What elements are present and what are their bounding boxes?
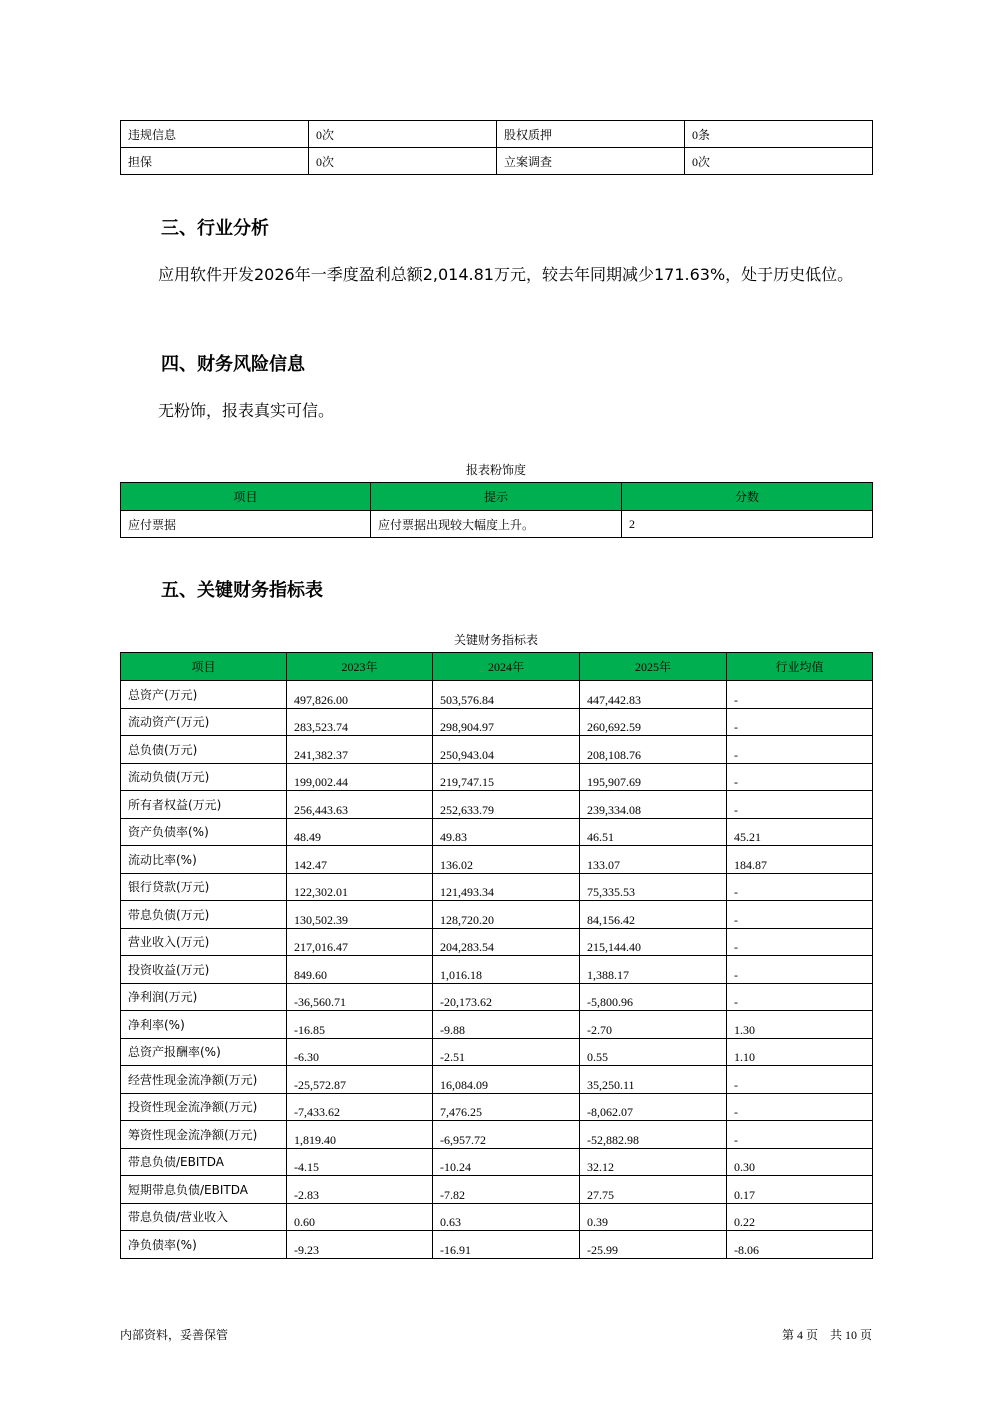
table-cell: 0条 [685, 121, 873, 148]
table-row [121, 1038, 873, 1066]
table-cell: 0次 [309, 148, 497, 175]
table-cell: 1,016.18 [433, 956, 580, 984]
table-cell: - [727, 928, 873, 956]
whitewash-table-caption: 报表粉饰度 [465, 463, 526, 477]
table-cell: - [727, 791, 873, 819]
table-cell: -7.82 [433, 1176, 580, 1204]
table-cell: 1,819.40 [287, 1121, 433, 1149]
table-cell: - [727, 1121, 873, 1149]
table-cell: 股权质押 [497, 121, 685, 148]
table-row [121, 1011, 873, 1039]
table-cell: 35,250.11 [580, 1066, 727, 1094]
risk-paragraph: 无粉饰，报表真实可信。 [158, 401, 335, 420]
kpi-header-industry-avg: 行业均值 [727, 653, 873, 681]
table-cell: 49.83 [433, 818, 580, 846]
table-row [121, 736, 873, 764]
table-cell: -2.70 [580, 1011, 727, 1039]
table-cell: -8.06 [727, 1231, 873, 1259]
table-cell: 16,084.09 [433, 1066, 580, 1094]
table-cell: 199,002.44 [287, 763, 433, 791]
table-cell: 447,442.83 [580, 681, 727, 709]
table-cell: 46.51 [580, 818, 727, 846]
table-cell: -16.85 [287, 1011, 433, 1039]
table-row [121, 901, 873, 929]
table-cell: 投资性现金流净额(万元) [121, 1093, 287, 1121]
table-cell: 0.55 [580, 1038, 727, 1066]
table-cell: 应付票据 [121, 511, 371, 538]
kpi-body [121, 681, 873, 1259]
table-cell: 违规信息 [121, 121, 309, 148]
kpi-table [120, 652, 873, 1259]
header-hint: 提示 [371, 483, 622, 511]
table-cell: -2.83 [287, 1176, 433, 1204]
table-cell: 0次 [309, 121, 497, 148]
table-row [121, 511, 873, 538]
table-row [121, 983, 873, 1011]
table-cell: 7,476.25 [433, 1093, 580, 1121]
table-row [121, 873, 873, 901]
table-cell: 流动资产(万元) [121, 708, 287, 736]
table-cell: 筹资性现金流净额(万元) [121, 1121, 287, 1149]
table-cell: 0.39 [580, 1203, 727, 1231]
table-cell: 带息负债/营业收入 [121, 1203, 287, 1231]
table-cell: -9.23 [287, 1231, 433, 1259]
table-cell: 流动比率(%) [121, 846, 287, 874]
table-cell: -16.91 [433, 1231, 580, 1259]
table-row [121, 1231, 873, 1259]
table-cell: 195,907.69 [580, 763, 727, 791]
table-cell: 256,443.63 [287, 791, 433, 819]
header-score: 分数 [622, 483, 873, 511]
table-row [121, 846, 873, 874]
table-cell: 32.12 [580, 1148, 727, 1176]
risk-info-body [121, 121, 873, 175]
table-cell: -4.15 [287, 1148, 433, 1176]
table-row [121, 148, 873, 175]
table-cell: - [727, 1066, 873, 1094]
risk-info-table [120, 120, 873, 175]
table-cell: 总负债(万元) [121, 736, 287, 764]
table-row [121, 791, 873, 819]
table-cell: 503,576.84 [433, 681, 580, 709]
table-cell: 担保 [121, 148, 309, 175]
table-cell: 净负债率(%) [121, 1231, 287, 1259]
table-row [121, 121, 873, 148]
table-cell: - [727, 956, 873, 984]
table-cell: 总资产(万元) [121, 681, 287, 709]
table-cell: 0.30 [727, 1148, 873, 1176]
header-item: 项目 [121, 483, 371, 511]
table-cell: 136.02 [433, 846, 580, 874]
table-row [121, 956, 873, 984]
table-cell: -5,800.96 [580, 983, 727, 1011]
table-cell: 250,943.04 [433, 736, 580, 764]
table-cell: 0.60 [287, 1203, 433, 1231]
table-cell: 0.22 [727, 1203, 873, 1231]
table-cell: - [727, 763, 873, 791]
table-cell: 银行贷款(万元) [121, 873, 287, 901]
table-cell: 0次 [685, 148, 873, 175]
table-cell: 45.21 [727, 818, 873, 846]
table-cell: 流动负债(万元) [121, 763, 287, 791]
table-cell: -52,882.98 [580, 1121, 727, 1149]
industry-analysis-paragraph: 应用软件开发2026年一季度盈利总额2,014.81万元，较去年同期减少171.63%，处于历史低位。 [158, 265, 854, 284]
table-cell: 84,156.42 [580, 901, 727, 929]
table-cell: 0.17 [727, 1176, 873, 1204]
table-cell: 204,283.54 [433, 928, 580, 956]
table-cell: 所有者权益(万元) [121, 791, 287, 819]
table-cell: 投资收益(万元) [121, 956, 287, 984]
table-cell: 184.87 [727, 846, 873, 874]
table-cell: - [727, 708, 873, 736]
table-cell: 241,382.37 [287, 736, 433, 764]
table-cell: 带息负债/EBITDA [121, 1148, 287, 1176]
table-cell: 133.07 [580, 846, 727, 874]
kpi-header-2025: 2025年 [580, 653, 727, 681]
table-cell: 资产负债率(%) [121, 818, 287, 846]
table-cell: 48.49 [287, 818, 433, 846]
footer-page-number: 第 4 页 共 10 页 [781, 1328, 872, 1342]
table-row [121, 1148, 873, 1176]
table-cell: 283,523.74 [287, 708, 433, 736]
section-risk-heading: 四、财务风险信息 [161, 354, 305, 375]
table-cell: - [727, 983, 873, 1011]
table-cell: 121,493.34 [433, 873, 580, 901]
table-cell: 2 [622, 511, 873, 538]
table-cell: 1.30 [727, 1011, 873, 1039]
table-cell: - [727, 901, 873, 929]
table-cell: 0.63 [433, 1203, 580, 1231]
table-cell: -2.51 [433, 1038, 580, 1066]
table-row [121, 1176, 873, 1204]
table-row [121, 818, 873, 846]
table-cell: 75,335.53 [580, 873, 727, 901]
table-cell: - [727, 736, 873, 764]
table-cell: 1,388.17 [580, 956, 727, 984]
table-cell: -9.88 [433, 1011, 580, 1039]
kpi-header-row [121, 653, 873, 681]
table-row [121, 763, 873, 791]
table-cell: 142.47 [287, 846, 433, 874]
table-cell: -8,062.07 [580, 1093, 727, 1121]
table-cell: 122,302.01 [287, 873, 433, 901]
whitewash-table [120, 482, 873, 538]
table-cell: 短期带息负债/EBITDA [121, 1176, 287, 1204]
table-cell: -7,433.62 [287, 1093, 433, 1121]
table-cell: -6,957.72 [433, 1121, 580, 1149]
table-cell: 219,747.15 [433, 763, 580, 791]
table-cell: 849.60 [287, 956, 433, 984]
table-cell: -10.24 [433, 1148, 580, 1176]
table-cell: 27.75 [580, 1176, 727, 1204]
table-row [121, 1121, 873, 1149]
table-cell: 260,692.59 [580, 708, 727, 736]
table-cell: -25.99 [580, 1231, 727, 1259]
table-cell: -6.30 [287, 1038, 433, 1066]
table-cell: 298,904.97 [433, 708, 580, 736]
table-cell: 带息负债(万元) [121, 901, 287, 929]
table-cell: -25,572.87 [287, 1066, 433, 1094]
table-cell: 208,108.76 [580, 736, 727, 764]
table-cell: 217,016.47 [287, 928, 433, 956]
table-cell: 239,334.08 [580, 791, 727, 819]
table-row [121, 1093, 873, 1121]
table-row [121, 1203, 873, 1231]
table-cell: - [727, 1093, 873, 1121]
table-cell: 立案调查 [497, 148, 685, 175]
table-cell: - [727, 681, 873, 709]
section-kpi-heading: 五、关键财务指标表 [161, 580, 323, 601]
table-row [121, 1066, 873, 1094]
table-cell: 经营性现金流净额(万元) [121, 1066, 287, 1094]
footer-confidential: 内部资料，妥善保管 [120, 1328, 229, 1342]
table-cell: 应付票据出现较大幅度上升。 [371, 511, 622, 538]
table-cell: 497,826.00 [287, 681, 433, 709]
kpi-table-caption: 关键财务指标表 [453, 633, 538, 647]
table-cell: 130,502.39 [287, 901, 433, 929]
table-cell: 1.10 [727, 1038, 873, 1066]
table-cell: 净利润(万元) [121, 983, 287, 1011]
whitewash-header-row [121, 483, 873, 511]
table-cell: 净利率(%) [121, 1011, 287, 1039]
table-cell: 215,144.40 [580, 928, 727, 956]
table-cell: -20,173.62 [433, 983, 580, 1011]
whitewash-body [121, 511, 873, 538]
table-cell: - [727, 873, 873, 901]
kpi-header-2023: 2023年 [287, 653, 433, 681]
table-cell: 总资产报酬率(%) [121, 1038, 287, 1066]
kpi-header-item: 项目 [121, 653, 287, 681]
table-row [121, 681, 873, 709]
table-cell: 128,720.20 [433, 901, 580, 929]
table-cell: 252,633.79 [433, 791, 580, 819]
table-cell: -36,560.71 [287, 983, 433, 1011]
table-cell: 营业收入(万元) [121, 928, 287, 956]
kpi-header-2024: 2024年 [433, 653, 580, 681]
section-industry-heading: 三、行业分析 [161, 218, 269, 239]
table-row [121, 928, 873, 956]
table-row [121, 708, 873, 736]
